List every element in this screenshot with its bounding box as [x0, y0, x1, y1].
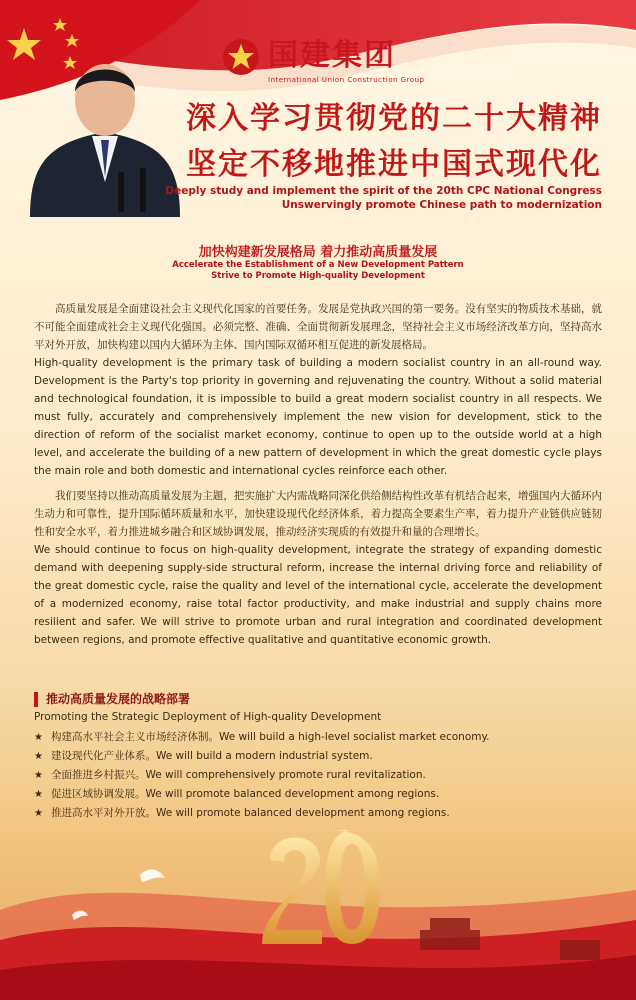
bottom-decoration [0, 820, 636, 1000]
paragraph-2 [34, 487, 602, 649]
star-icon: ★ [34, 770, 43, 781]
subsection-title-cn: 推动高质量发展的战略部署 [46, 692, 191, 706]
headline-line-1: 深入学习贯彻党的二十大精神 [186, 101, 602, 136]
headline-en-line-2: Unswervingly promote Chinese path to modernization [281, 199, 602, 211]
star-icon: ★ [34, 751, 43, 762]
heading-bar [34, 692, 38, 707]
logo-name-en: International Union Construction Group [268, 76, 425, 84]
company-logo [222, 30, 424, 84]
paragraph-1-en: High-quality development is the primary task of building a modern socialist country in an all-round way. Development is the Party's top priority in governing and rejuvenating the country. Without a solid material and technological foundation, it is impossible to build a great modern socialist country in all respects. We must fully, accurately and comprehensively implement the new vision for development, stick to the direction of reform of the socialist market economy, continue to open up to the outside world at a high level, and accelerate the building of a new pattern of development in which the great domestic cycle plays the main role and both domestic and international cycles reinforce each other. [34, 357, 602, 477]
paragraph-1 [34, 300, 602, 480]
section-title-en-2: Strive to Promote High-quality Development [211, 271, 425, 281]
subsection-title-en: Promoting the Strategic Deployment of High-quality Development [34, 711, 382, 723]
list-item-text: 建设现代化产业体系。We will build a modern industrial system. [50, 750, 373, 762]
list-item [34, 766, 602, 785]
headline-english [165, 184, 602, 212]
star-icon: ★ [34, 789, 43, 800]
list-item-text: 全面推进乡村振兴。We will comprehensively promote rural revitalization. [50, 769, 426, 781]
headline [166, 96, 602, 188]
list-item [34, 747, 602, 766]
paragraph-2-cn: 我们要坚持以推动高质量发展为主题，把实施扩大内需战略同深化供给侧结构性改革有机结合起来，增强国内大循环内生动力和可靠性，提升国际循环质量和水平，加快建设现代化经济体系，着力提高全要素生产率，着力提升产业链供应链韧性和安全水平，着力推进城乡融合和区域协调发展，推动经济实现质的有效提升和量的合理增长。 [34, 490, 602, 538]
logo-name-cn: 国建集团 [268, 38, 396, 73]
subsection-heading [34, 690, 602, 723]
headline-line-2: 坚定不移地推进中国式现代化 [186, 147, 602, 182]
section-title [0, 241, 636, 282]
star-icon: ★ [34, 808, 43, 819]
star-icon: ★ [34, 732, 43, 743]
star-emblem-icon [222, 38, 260, 76]
list-item [34, 728, 602, 747]
strategy-list [34, 728, 602, 823]
paragraph-2-en: We should continue to focus on high-quality development, integrate the strategy of expanding domestic demand with deepening supply-side structural reform, increase the internal driving force and reliability of the great domestic cycle, raise the quality and level of the international cycle, accelerate the development of a modernized economy, raise total factor productivity, and make industrial and supply chains more resilient and safer. We will strive to promote urban and rural integration and coordinated development between regions, and promote effective qualitative and quantitative economic growth. [34, 544, 602, 646]
list-item-text: 构建高水平社会主义市场经济体制。We will build a high-level socialist market economy. [50, 731, 490, 743]
paragraph-1-cn: 高质量发展是全面建设社会主义现代化国家的首要任务。发展是党执政兴国的第一要务。没有坚实的物质技术基础，就不可能全面建成社会主义现代化强国。必须完整、准确、全面贯彻新发展理念，坚持社会主义市场经济改革方向，坚持高水平对外开放，加快构建以国内大循环为主体、国内国际双循环相互促进的新发展格局。 [34, 303, 602, 351]
section-title-cn: 加快构建新发展格局 着力推动高质量发展 [198, 245, 438, 260]
section-title-en-1: Accelerate the Establishment of a New Development Pattern [172, 260, 464, 270]
list-item [34, 785, 602, 804]
list-item-text: 促进区域协调发展。We will promote balanced development among regions. [50, 788, 440, 800]
leader-portrait-photo [30, 32, 180, 217]
headline-en-line-1: Deeply study and implement the spirit of the 20th CPC National Congress [165, 185, 602, 197]
list-item-text: 推进高水平对外开放。We will promote balanced development among regions. [50, 807, 450, 819]
